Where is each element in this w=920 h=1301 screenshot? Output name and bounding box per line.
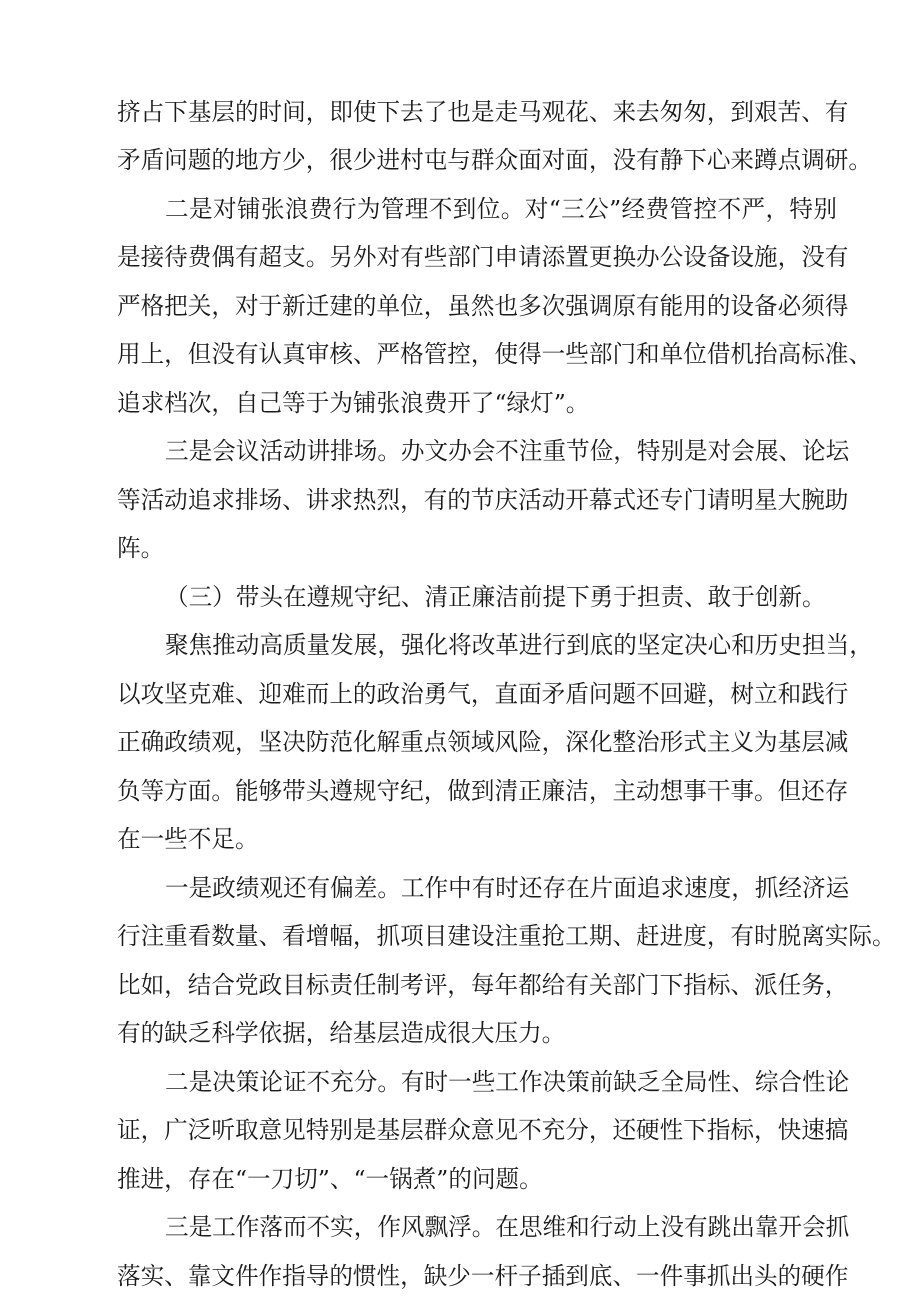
paragraph-line: 二是对铺张浪费行为管理不到位。对“三公”经费管控不严，特别 [165, 195, 837, 223]
paragraph-line: 负等方面。能够带头遵规守纪，做到清正廉洁，主动想事干事。但还存 [117, 777, 849, 805]
paragraph-line: 行注重看数量、看增幅，抓项目建设注重抢工期、赶进度，有时脱离实际。 [117, 922, 896, 950]
paragraph-line: 有的缺乏科学依据，给基层造成很大压力。 [117, 1019, 566, 1047]
paragraph-line: 在一些不足。 [117, 825, 259, 853]
section-heading: （三）带头在遵规守纪、清正廉洁前提下勇于担责、敢于创新。 [165, 583, 826, 611]
paragraph-line: 挤占下基层的时间，即使下去了也是走马观花、来去匆匆，到艰苦、有 [117, 98, 849, 126]
paragraph-line: 推进，存在“一刀切”、“一锅煮”的问题。 [117, 1165, 543, 1193]
paragraph-line: 等活动追求排场、讲求热烈，有的节庆活动开幕式还专门请明星大腕助 [117, 486, 849, 514]
paragraph-line: 落实、靠文件作指导的惯性，缺少一杆子插到底、一件事抓出头的硬作 [117, 1262, 849, 1290]
paragraph-line: 阵。 [117, 534, 165, 562]
paragraph-line: 比如，结合党政目标责任制考评，每年都给有关部门下指标、派任务， [117, 971, 849, 999]
paragraph-line: 一是政绩观还有偏差。工作中有时还存在片面追求速度，抓经济运 [165, 874, 850, 902]
paragraph-line: 证，广泛听取意见特别是基层群众意见不充分，还硬性下指标，快速搞 [117, 1116, 849, 1144]
paragraph-line: 矛盾问题的地方少，很少进村屯与群众面对面，没有静下心来蹲点调研。 [117, 146, 872, 174]
paragraph-line: 以攻坚克难、迎难而上的政治勇气，直面矛盾问题不回避，树立和践行 [117, 680, 849, 708]
paragraph-line: 是接待费偶有超支。另外对有些部门申请添置更换办公设备设施，没有 [117, 243, 849, 271]
paragraph-line: 三是会议活动讲排场。办文办会不注重节俭，特别是对会展、论坛 [165, 437, 850, 465]
paragraph-line: 三是工作落而不实，作风飘浮。在思维和行动上没有跳出靠开会抓 [165, 1213, 850, 1241]
paragraph-line: 聚焦推动高质量发展，强化将改革进行到底的坚定决心和历史担当， [165, 631, 873, 659]
paragraph-line: 追求档次，自己等于为铺张浪费开了“绿灯”。 [117, 389, 590, 417]
paragraph-line: 严格把关，对于新迁建的单位，虽然也多次强调原有能用的设备必须得 [117, 292, 849, 320]
paragraph-line: 用上，但没有认真审核、严格管控，使得一些部门和单位借机抬高标准、 [117, 340, 872, 368]
paragraph-line: 二是决策论证不充分。有时一些工作决策前缺乏全局性、综合性论 [165, 1068, 850, 1096]
paragraph-line: 正确政绩观，坚决防范化解重点领域风险，深化整治形式主义为基层减 [117, 728, 849, 756]
